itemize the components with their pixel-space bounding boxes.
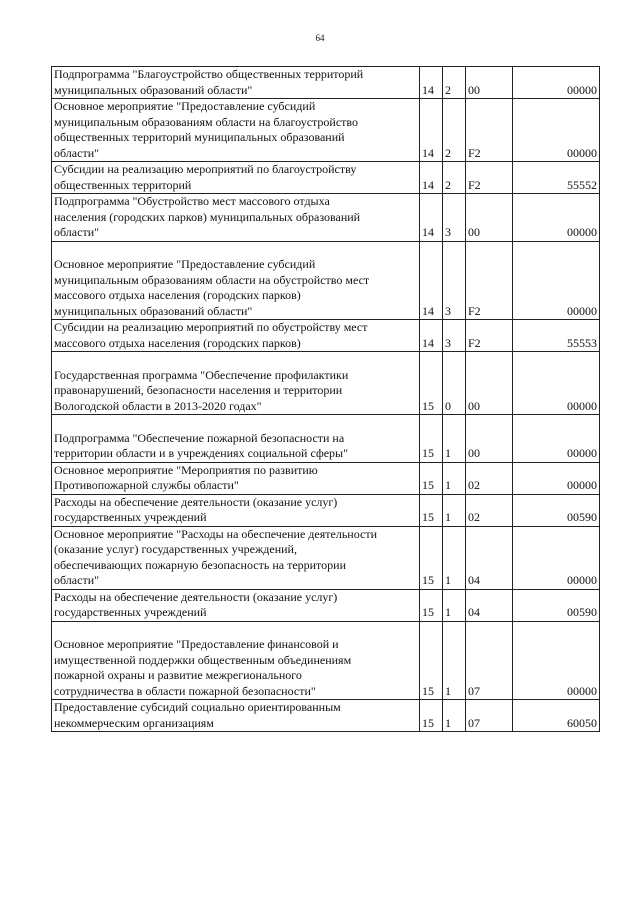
description-line: муниципальных образований области" <box>54 82 253 97</box>
table-row <box>52 462 600 494</box>
code-direction: 55553 <box>513 320 600 352</box>
row-description <box>52 67 420 99</box>
code-subprogram: 2 <box>443 67 466 99</box>
description-line: массового отдыха населения (городских парков) <box>54 288 301 302</box>
description-line: государственных учреждений <box>54 605 207 619</box>
row-description <box>52 352 420 415</box>
description-line: Подпрограмма "Обустройство мест массового отдыха <box>54 194 330 208</box>
row-description <box>52 415 420 463</box>
code-section: 15 <box>420 621 443 700</box>
code-section: 14 <box>420 67 443 99</box>
page-number: 64 <box>315 33 325 43</box>
code-subprogram: 1 <box>443 494 466 526</box>
description-line: Расходы на обеспечение деятельности (оказание услуг) <box>54 494 338 509</box>
code-event: 07 <box>466 700 513 732</box>
code-section: 15 <box>420 700 443 732</box>
row-description <box>52 621 420 700</box>
code-section: 15 <box>420 462 443 494</box>
description-line: некоммерческим организациям <box>54 715 214 730</box>
code-subprogram: 1 <box>443 462 466 494</box>
description-line: Государственная программа "Обеспечение профилактики <box>54 367 349 382</box>
table-row <box>52 241 600 320</box>
row-description <box>52 99 420 162</box>
table-row <box>52 162 600 194</box>
row-description <box>52 320 420 352</box>
code-section: 14 <box>420 162 443 194</box>
code-event: 00 <box>466 352 513 415</box>
row-description <box>52 162 420 194</box>
code-event: F2 <box>466 241 513 320</box>
code-section: 15 <box>420 589 443 621</box>
description-line: массового отдыха населения (городских парков) <box>54 335 301 350</box>
code-section: 15 <box>420 494 443 526</box>
description-line: области" <box>54 145 100 160</box>
row-description <box>52 494 420 526</box>
code-section: 15 <box>420 415 443 463</box>
code-section: 14 <box>420 194 443 242</box>
code-direction: 00590 <box>513 589 600 621</box>
code-event: 02 <box>466 462 513 494</box>
code-event: 02 <box>466 494 513 526</box>
table-row <box>52 67 600 99</box>
code-event: 00 <box>466 415 513 463</box>
description-line: (оказание услуг) государственных учреждений, <box>54 542 297 556</box>
code-subprogram: 1 <box>443 621 466 700</box>
code-direction: 00000 <box>513 462 600 494</box>
description-line: Предоставление субсидий социально ориентированным <box>54 700 341 714</box>
description-line: области" <box>54 225 100 239</box>
code-direction: 00590 <box>513 494 600 526</box>
code-subprogram: 1 <box>443 526 466 589</box>
code-section: 15 <box>420 352 443 415</box>
code-direction: 60050 <box>513 700 600 732</box>
code-direction: 00000 <box>513 67 600 99</box>
table-body <box>52 67 600 732</box>
description-line: имущественной поддержки общественным объединениям <box>54 652 352 667</box>
table-row <box>52 526 600 589</box>
description-line: Основное мероприятие "Предоставление субсидий <box>54 257 316 271</box>
row-description <box>52 462 420 494</box>
code-direction: 00000 <box>513 99 600 162</box>
code-direction: 00000 <box>513 621 600 700</box>
description-line: общественных территорий <box>54 177 192 192</box>
description-line: правонарушений, безопасности населения и территории <box>54 383 343 397</box>
table-row <box>52 415 600 463</box>
description-line: населения (городских парков) муниципальных образований <box>54 209 361 224</box>
description-line: Основное мероприятие "Предоставление субсидий <box>54 99 316 113</box>
code-subprogram: 3 <box>443 241 466 320</box>
row-description <box>52 526 420 589</box>
description-line: Расходы на обеспечение деятельности (оказание услуг) <box>54 589 338 604</box>
code-event: 00 <box>466 194 513 242</box>
row-description <box>52 589 420 621</box>
description-line: Субсидии на реализацию мероприятий по обустройству мест <box>54 320 368 334</box>
description-line: Основное мероприятие "Расходы на обеспечение деятельности <box>54 526 378 541</box>
code-event: F2 <box>466 99 513 162</box>
code-event: 00 <box>466 67 513 99</box>
code-subprogram: 1 <box>443 700 466 732</box>
description-line: Вологодской области в 2013-2020 годах" <box>54 398 262 413</box>
description-line: Противопожарной службы области" <box>54 478 239 492</box>
code-direction: 00000 <box>513 526 600 589</box>
code-subprogram: 2 <box>443 162 466 194</box>
code-event: F2 <box>466 320 513 352</box>
code-direction: 00000 <box>513 194 600 242</box>
code-direction: 55552 <box>513 162 600 194</box>
description-line: обеспечивающих пожарную безопасность на территории <box>54 557 346 572</box>
row-description <box>52 194 420 242</box>
description-line: пожарной охраны и развитие межрегионального <box>54 668 302 682</box>
code-event: 04 <box>466 589 513 621</box>
description-line: территории области и в учреждениях социальной сферы" <box>54 446 349 460</box>
code-direction: 00000 <box>513 415 600 463</box>
code-subprogram: 1 <box>443 415 466 463</box>
description-line: муниципальным образованиям области на благоустройство <box>54 114 359 129</box>
code-section: 14 <box>420 99 443 162</box>
table-row <box>52 194 600 242</box>
table-row <box>52 621 600 700</box>
description-line: общественных территорий муниципальных образований <box>54 130 345 144</box>
row-description <box>52 700 420 732</box>
code-event: 04 <box>466 526 513 589</box>
code-direction: 00000 <box>513 352 600 415</box>
code-subprogram: 1 <box>443 589 466 621</box>
description-line: Подпрограмма "Обеспечение пожарной безопасности на <box>54 430 345 445</box>
table-row <box>52 700 600 732</box>
code-subprogram: 0 <box>443 352 466 415</box>
table-row <box>52 320 600 352</box>
code-section: 14 <box>420 241 443 320</box>
description-line: Основное мероприятие "Предоставление финансовой и <box>54 637 339 651</box>
description-line: муниципальным образованиям области на обустройство мест <box>54 272 370 287</box>
table-row <box>52 99 600 162</box>
table-row <box>52 494 600 526</box>
description-line: Субсидии на реализацию мероприятий по благоустройству <box>54 162 357 176</box>
code-event: F2 <box>466 162 513 194</box>
row-description <box>52 241 420 320</box>
table-row <box>52 352 600 415</box>
description-line: государственных учреждений <box>54 510 207 524</box>
description-line: Основное мероприятие "Мероприятия по развитию <box>54 462 318 477</box>
code-subprogram: 3 <box>443 320 466 352</box>
code-event: 07 <box>466 621 513 700</box>
description-line: муниципальных образований области" <box>54 303 253 318</box>
code-section: 14 <box>420 320 443 352</box>
description-line: Подпрограмма "Благоустройство общественных территорий <box>54 67 364 81</box>
description-line: области" <box>54 573 100 587</box>
code-direction: 00000 <box>513 241 600 320</box>
code-subprogram: 2 <box>443 99 466 162</box>
budget-table <box>51 66 600 732</box>
description-line: сотрудничества в области пожарной безопасности" <box>54 683 316 698</box>
code-subprogram: 3 <box>443 194 466 242</box>
table-row <box>52 589 600 621</box>
code-section: 15 <box>420 526 443 589</box>
